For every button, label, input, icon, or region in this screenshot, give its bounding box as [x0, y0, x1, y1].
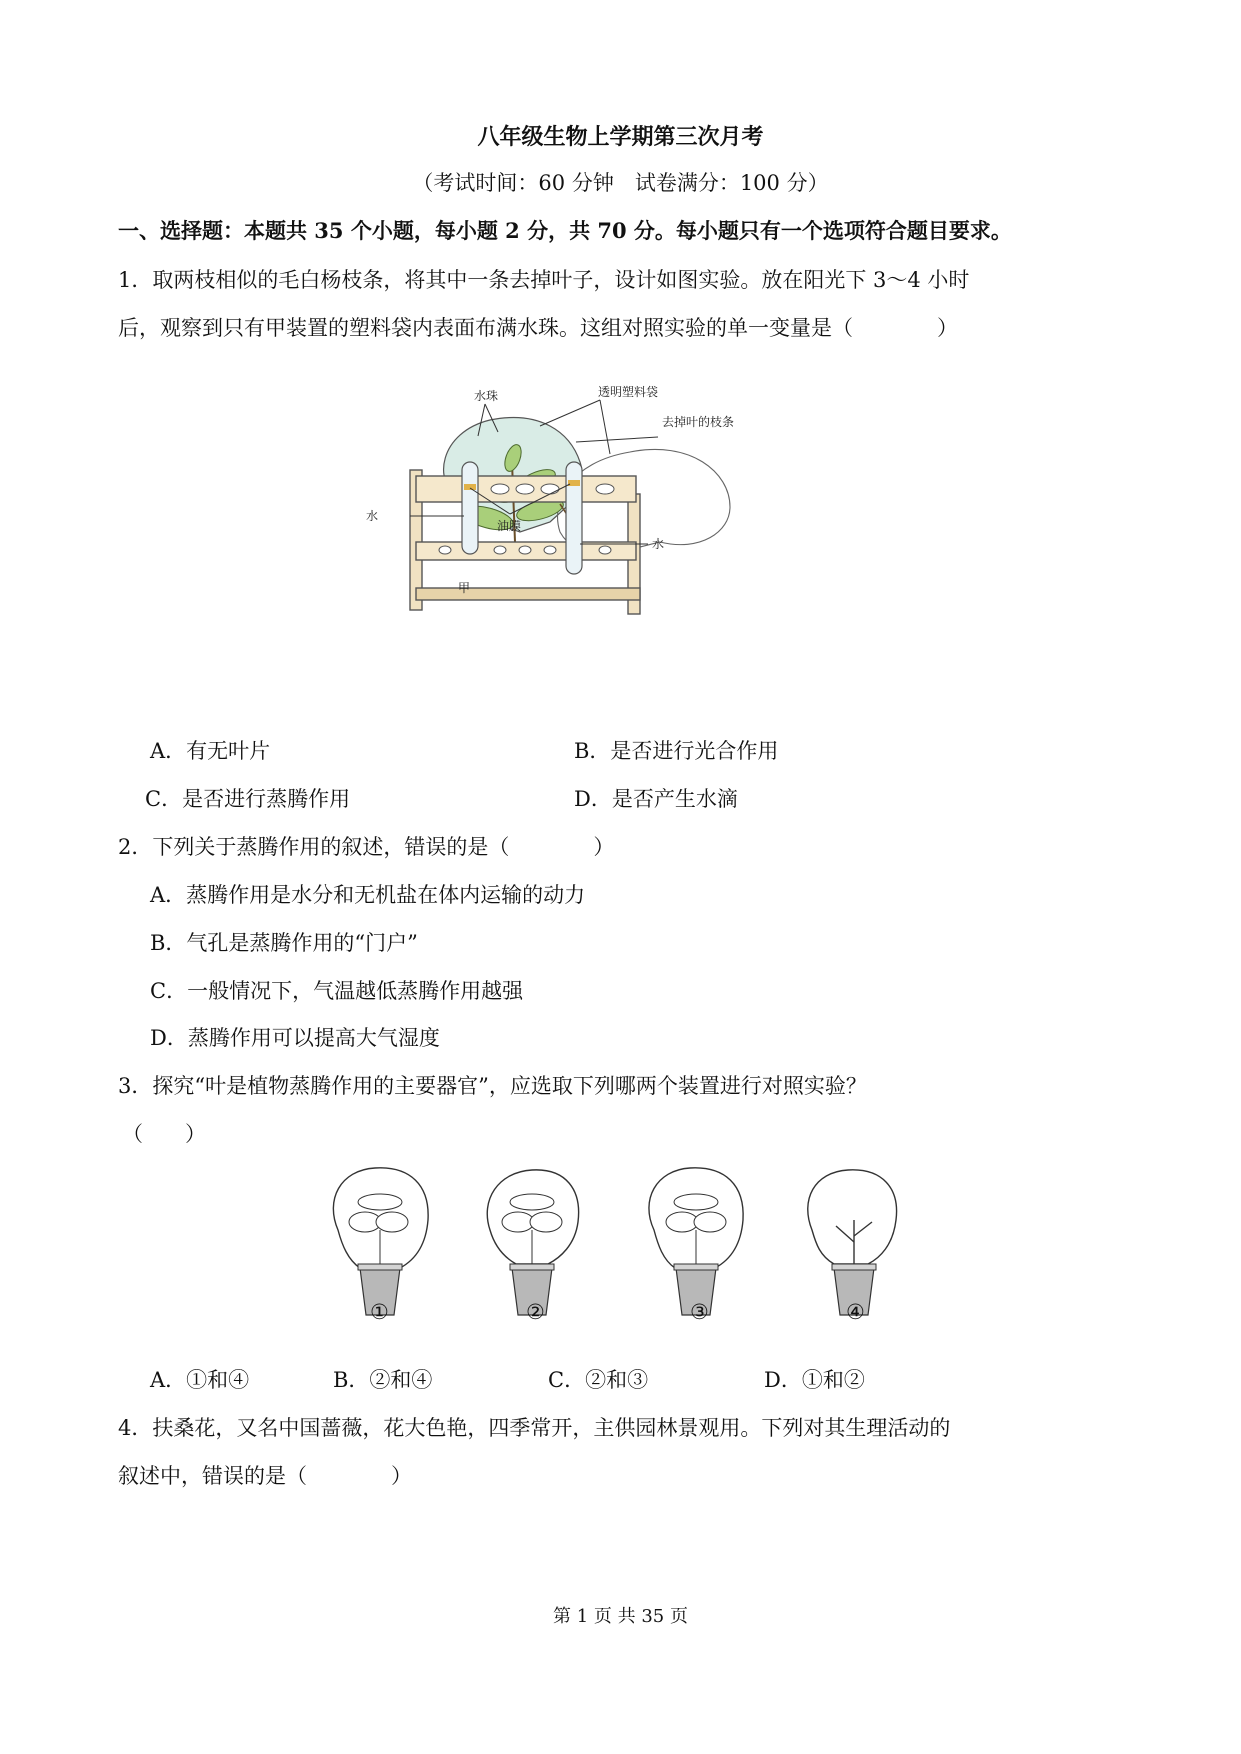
page-footer: 第 1 页 共 35 页 [553, 1606, 688, 1627]
label-water-left: 水 [366, 509, 379, 523]
q4-stem-line1: 4．扶桑花，又名中国蔷薇，花大色艳，四季常开，主供园林景观用。下列对其生理活动的 [118, 1416, 951, 1440]
figure-label-1: ① [370, 1300, 389, 1324]
q2-stem: 2．下列关于蒸腾作用的叙述，错误的是（ ） [118, 835, 615, 859]
transpiration-apparatus-figure [366, 385, 840, 692]
test-tube-left [462, 462, 478, 554]
q2-option-c[interactable]: C．一般情况下，气温越低蒸腾作用越强 [150, 979, 524, 1003]
label-bare-branch: 去掉叶的枝条 [662, 415, 735, 429]
label-oil-film: 油膜 [497, 519, 522, 533]
q3-option-a[interactable]: A．①和④ [150, 1368, 250, 1392]
q3-option-d[interactable]: D．①和② [764, 1368, 865, 1392]
q4-stem-line2: 叙述中，错误的是（ ） [118, 1464, 412, 1488]
q1-option-c[interactable]: C．是否进行蒸腾作用 [145, 787, 351, 811]
oil-film-left [464, 484, 476, 490]
plant-device-4 [808, 1170, 897, 1315]
test-tube-right [566, 462, 582, 574]
plant-device-3 [649, 1168, 743, 1315]
q2-option-d[interactable]: D．蒸腾作用可以提高大气湿度 [150, 1026, 440, 1050]
page-title: 八年级生物上学期第三次月考 [477, 124, 764, 150]
q1-option-a[interactable]: A．有无叶片 [150, 739, 271, 763]
plant-device-2 [487, 1170, 578, 1315]
section-heading: 一、选择题：本题共 35 个小题，每小题 2 分，共 70 分。每小题只有一个选项符合题目要求。 [118, 218, 1012, 243]
q3-option-b[interactable]: B．②和④ [333, 1368, 433, 1392]
q3-answer-bracket: （ ） [122, 1122, 206, 1146]
exam-info: （考试时间：60 分钟 试卷满分：100 分） [412, 171, 829, 195]
q1-stem-line2: 后，观察到只有甲装置的塑料袋内表面布满水珠。这组对照实验的单一变量是（ ） [118, 316, 958, 340]
oil-film-right [568, 480, 580, 486]
q2-option-a[interactable]: A．蒸腾作用是水分和无机盐在体内运输的动力 [150, 883, 586, 907]
q2-option-b[interactable]: B．气孔是蒸腾作用的“门户” [150, 931, 418, 955]
label-water-drops: 水珠 [474, 389, 499, 403]
potted-plants-figure [320, 1160, 920, 1330]
figure-label-2: ② [526, 1300, 545, 1324]
q3-stem: 3．探究“叶是植物蒸腾作用的主要器官”，应选取下列哪两个装置进行对照实验？ [118, 1074, 867, 1098]
label-jia: 甲 [458, 581, 471, 595]
plant-device-1 [333, 1168, 428, 1315]
label-plastic-bag: 透明塑料袋 [598, 385, 659, 399]
label-water-right: 水 [652, 537, 665, 551]
q1-option-d[interactable]: D．是否产生水滴 [574, 787, 738, 811]
q1-option-b[interactable]: B．是否进行光合作用 [574, 739, 779, 763]
figure-label-4: ④ [846, 1300, 865, 1324]
figure-label-3: ③ [690, 1300, 709, 1324]
q1-stem-line1: 1．取两枝相似的毛白杨枝条，将其中一条去掉叶子，设计如图实验。放在阳光下 3～4 小时 [118, 268, 970, 292]
q3-option-c[interactable]: C．②和③ [548, 1368, 649, 1392]
